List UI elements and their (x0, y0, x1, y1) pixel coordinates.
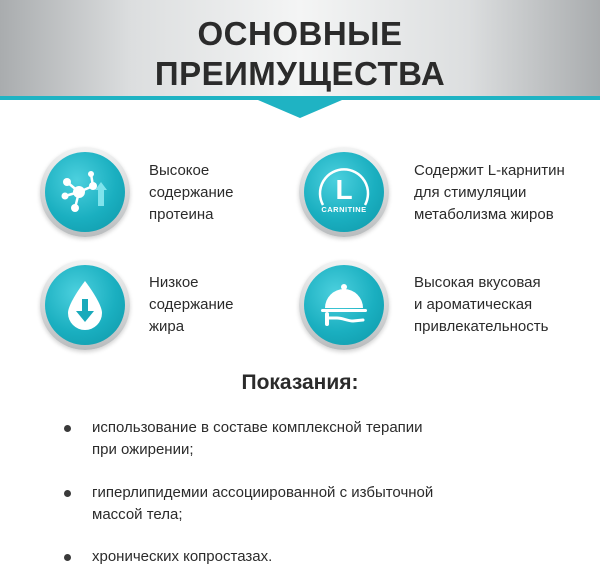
indication-line: массой тела; (92, 506, 183, 523)
feature-badge-low-fat (40, 260, 130, 350)
l-letter: L (335, 174, 353, 205)
feature-line: Высокое (149, 162, 210, 179)
feature-text-l-carnitine (414, 160, 565, 226)
page-title (0, 14, 600, 94)
feature-line: Высокая вкусовая (414, 274, 541, 291)
page-title-line-2: ПРЕИМУЩЕСТВА (154, 55, 446, 92)
bullet-icon (64, 425, 71, 432)
feature-line: Низкое (149, 274, 199, 291)
indication-line: гиперлипидемии ассоциированной с избыточной (92, 484, 434, 501)
feature-text-taste (414, 272, 548, 338)
feature-badge-l-carnitine (299, 147, 389, 237)
feature-text-protein (149, 160, 234, 226)
carnitine-label: CARNITINE (321, 205, 367, 214)
feature-badge-protein (40, 147, 130, 237)
feature-line: Содержит L-карнитин (414, 162, 565, 179)
molecule-icon (55, 162, 115, 222)
drop-icon (55, 275, 115, 335)
indication-line: при ожирении; (92, 441, 194, 458)
bullet-icon (64, 490, 71, 497)
feature-text-low-fat (149, 272, 234, 338)
indication-line: хронических копростазах. (92, 548, 273, 565)
feature-line: метаболизма жиров (414, 206, 554, 223)
indications-title: Показания: (241, 371, 359, 394)
bullet-icon (64, 554, 71, 561)
l-carnitine-icon (309, 157, 379, 227)
feature-line: содержание (149, 184, 234, 201)
feature-line: содержание (149, 296, 234, 313)
feature-line: жира (149, 318, 185, 335)
feature-line: и ароматическая (414, 296, 533, 313)
indication-line: использование в составе комплексной терапии (92, 419, 423, 436)
feature-line: для стимуляции (414, 184, 527, 201)
feature-line: протеина (149, 206, 214, 223)
feature-badge-taste (299, 260, 389, 350)
feature-line: привлекательность (414, 318, 549, 335)
page-title-line-1: ОСНОВНЫЕ (197, 15, 403, 52)
cloche-icon (313, 274, 375, 336)
